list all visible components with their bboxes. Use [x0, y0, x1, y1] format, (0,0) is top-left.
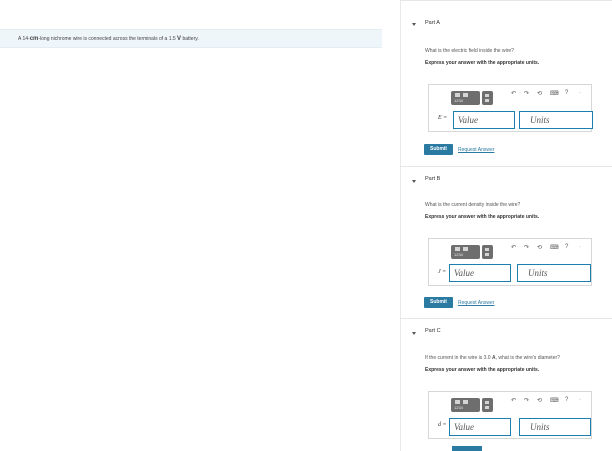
part-b-request-answer-link[interactable]: Request Answer — [458, 300, 495, 306]
keypad-button[interactable] — [451, 91, 480, 105]
part-a-value-input[interactable]: Value — [453, 111, 515, 129]
part-b-answer-editor — [428, 238, 592, 286]
keypad-label: 1234 — [454, 252, 463, 257]
part-a-variable: E = — [438, 115, 448, 121]
part-b-units-input[interactable]: Units — [517, 264, 591, 282]
problem-text-after: battery. — [181, 36, 199, 42]
units-toggle-button[interactable] — [482, 91, 493, 105]
part-a-title[interactable]: Part A — [425, 20, 440, 26]
part-c-question-before: If the current in the wire is 3.0 — [425, 355, 492, 361]
column-divider — [400, 0, 401, 451]
part-a-request-answer-link[interactable]: Request Answer — [458, 147, 495, 153]
current-unit: A — [491, 355, 496, 361]
part-b-submit-button[interactable]: Submit — [424, 297, 453, 308]
units-toggle-button[interactable] — [482, 398, 493, 412]
problem-text-middle: -long nichrome wire is connected across the terminals of a 1.5 — [38, 36, 178, 42]
undo-icon[interactable]: ↶ — [511, 398, 517, 404]
more-icon[interactable]: · — [579, 90, 581, 96]
part-b-title[interactable]: Part B — [425, 176, 441, 182]
units-toggle-button[interactable] — [482, 245, 493, 259]
part-a-units-input[interactable]: Units — [519, 111, 593, 129]
part-divider — [400, 166, 612, 167]
reset-icon[interactable]: ⟲ — [537, 91, 543, 97]
redo-icon[interactable]: ↷ — [524, 245, 530, 251]
part-a-question: What is the electric field inside the wire? — [425, 48, 514, 54]
length-unit: cm — [29, 36, 39, 42]
part-c-submit-button-edge[interactable] — [452, 446, 482, 451]
keypad-button[interactable] — [451, 245, 480, 259]
collapse-caret-icon[interactable] — [412, 332, 416, 335]
part-b-variable: J = — [438, 269, 447, 275]
problem-statement — [0, 29, 382, 48]
redo-icon[interactable]: ↷ — [524, 91, 530, 97]
collapse-caret-icon[interactable] — [412, 180, 416, 183]
collapse-caret-icon[interactable] — [412, 23, 416, 26]
part-a-instruction: Express your answer with the appropriate units. — [425, 60, 540, 66]
part-b-value-input[interactable]: Value — [449, 264, 511, 282]
voltage-unit: V — [177, 36, 182, 42]
part-a-answer-editor — [428, 84, 592, 132]
part-c-title[interactable]: Part C — [425, 328, 441, 334]
part-divider — [400, 318, 612, 319]
redo-icon[interactable]: ↷ — [524, 398, 530, 404]
help-icon[interactable]: ? — [565, 244, 569, 250]
help-icon[interactable]: ? — [565, 90, 569, 96]
reset-icon[interactable]: ⟲ — [537, 398, 543, 404]
more-icon[interactable]: · — [579, 397, 581, 403]
undo-icon[interactable]: ↶ — [511, 245, 517, 251]
help-icon[interactable]: ? — [565, 397, 569, 403]
problem-text-before: A 14- — [18, 36, 30, 42]
part-a-submit-button[interactable]: Submit — [424, 144, 453, 155]
keypad-button[interactable] — [451, 398, 480, 412]
part-b-instruction: Express your answer with the appropriate units. — [425, 214, 540, 220]
keypad-label: 1234 — [454, 405, 463, 410]
part-c-question — [425, 355, 560, 361]
part-b-question: What is the current density inside the wire? — [425, 202, 521, 208]
part-c-units-input[interactable]: Units — [519, 418, 591, 436]
keyboard-icon[interactable]: ⌨ — [550, 91, 559, 97]
keyboard-icon[interactable]: ⌨ — [550, 245, 559, 251]
undo-icon[interactable]: ↶ — [511, 91, 517, 97]
reset-icon[interactable]: ⟲ — [537, 245, 543, 251]
part-c-instruction: Express your answer with the appropriate units. — [425, 367, 540, 373]
part-c-value-input[interactable]: Value — [449, 418, 511, 436]
part-divider — [400, 0, 612, 1]
keyboard-icon[interactable]: ⌨ — [550, 398, 559, 404]
part-c-question-after: , what is the wire's diameter? — [495, 355, 560, 361]
part-c-answer-editor — [428, 391, 592, 439]
keypad-label: 1234 — [454, 98, 463, 103]
part-c-variable: d = — [438, 422, 447, 428]
more-icon[interactable]: · — [579, 244, 581, 250]
